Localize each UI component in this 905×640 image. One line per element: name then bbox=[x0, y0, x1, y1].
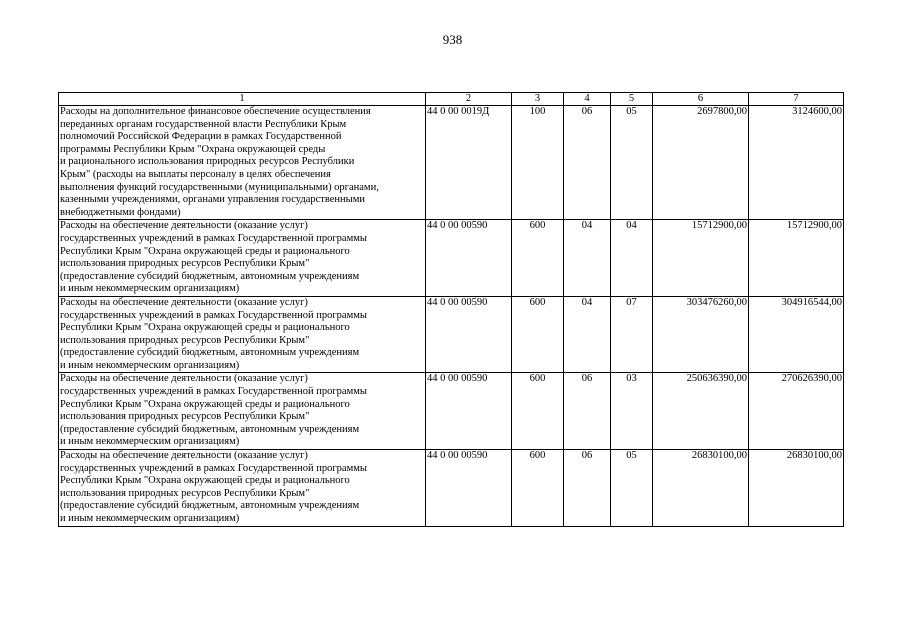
table-row bbox=[59, 106, 844, 220]
table-row bbox=[59, 296, 844, 373]
table-row bbox=[59, 450, 844, 527]
amount-col7: 15712900,00 bbox=[749, 220, 844, 297]
header-row bbox=[59, 93, 844, 106]
table-row bbox=[59, 220, 844, 297]
target-code: 44 0 00 00590 bbox=[426, 220, 512, 297]
header-col-6: 6 bbox=[653, 93, 749, 106]
section-code: 06 bbox=[564, 373, 611, 450]
target-code: 44 0 00 00590 bbox=[426, 450, 512, 527]
amount-col6: 2697800,00 bbox=[653, 106, 749, 220]
header-col-5: 5 bbox=[611, 93, 653, 106]
expense-description: Расходы на обеспечение деятельности (оказание услуг) государственных учреждений в рамках Государственной программы Республики Крым "Охрана окружающей среды и рационального использования природных ресурсов Республики Крым" (предоставление субсидий бюджетным, автономным учреждениям и иным некоммерческим организациям) bbox=[59, 220, 426, 297]
header-col-7: 7 bbox=[749, 93, 844, 106]
section-code: 04 bbox=[564, 220, 611, 297]
table-header bbox=[59, 93, 844, 106]
expense-type: 600 bbox=[512, 373, 564, 450]
target-code: 44 0 00 0019Д bbox=[426, 106, 512, 220]
target-code: 44 0 00 00590 bbox=[426, 373, 512, 450]
amount-col6: 303476260,00 bbox=[653, 296, 749, 373]
expense-description: Расходы на обеспечение деятельности (оказание услуг) государственных учреждений в рамках Государственной программы Республики Крым "Охрана окружающей среды и рационального использования природных ресурсов Республики Крым" (предоставление субсидий бюджетным, автономным учреждениям и иным некоммерческим организациям) bbox=[59, 373, 426, 450]
expense-description: Расходы на обеспечение деятельности (оказание услуг) государственных учреждений в рамках Государственной программы Республики Крым "Охрана окружающей среды и рационального использования природных ресурсов Республики Крым" (предоставление субсидий бюджетным, автономным учреждениям и иным некоммерческим организациям) bbox=[59, 450, 426, 527]
amount-col7: 3124600,00 bbox=[749, 106, 844, 220]
section-code: 06 bbox=[564, 106, 611, 220]
expense-description: Расходы на дополнительное финансовое обеспечение осуществления переданных органам государственной власти Республики Крым полномочий Российской Федерации в рамках Государственной программы Республики Крым "Охрана окружающей среды и рационального использования природных ресурсов Республики Крым" (расходы на выплаты персоналу в целях обеспечения выполнения функций государственными (муниципальными) органами, казенными учреждениями, органами управления государственными внебюджетными фондами) bbox=[59, 106, 426, 220]
header-col-2: 2 bbox=[426, 93, 512, 106]
subsection-code: 07 bbox=[611, 296, 653, 373]
subsection-code: 04 bbox=[611, 220, 653, 297]
expense-type: 100 bbox=[512, 106, 564, 220]
amount-col6: 26830100,00 bbox=[653, 450, 749, 527]
header-col-3: 3 bbox=[512, 93, 564, 106]
expense-type: 600 bbox=[512, 450, 564, 527]
section-code: 04 bbox=[564, 296, 611, 373]
amount-col7: 304916544,00 bbox=[749, 296, 844, 373]
amount-col6: 15712900,00 bbox=[653, 220, 749, 297]
target-code: 44 0 00 00590 bbox=[426, 296, 512, 373]
expense-type: 600 bbox=[512, 220, 564, 297]
header-col-4: 4 bbox=[564, 93, 611, 106]
table-body bbox=[59, 106, 844, 527]
page-number: 938 bbox=[442, 32, 463, 47]
expense-description: Расходы на обеспечение деятельности (оказание услуг) государственных учреждений в рамках Государственной программы Республики Крым "Охрана окружающей среды и рационального использования природных ресурсов Республики Крым" (предоставление субсидий бюджетным, автономным учреждениям и иным некоммерческим организациям) bbox=[59, 296, 426, 373]
expense-type: 600 bbox=[512, 296, 564, 373]
budget-table bbox=[58, 92, 844, 527]
section-code: 06 bbox=[564, 450, 611, 527]
amount-col7: 270626390,00 bbox=[749, 373, 844, 450]
subsection-code: 05 bbox=[611, 450, 653, 527]
table-row bbox=[59, 373, 844, 450]
amount-col7: 26830100,00 bbox=[749, 450, 844, 527]
amount-col6: 250636390,00 bbox=[653, 373, 749, 450]
subsection-code: 03 bbox=[611, 373, 653, 450]
header-col-1: 1 bbox=[59, 93, 426, 106]
subsection-code: 05 bbox=[611, 106, 653, 220]
